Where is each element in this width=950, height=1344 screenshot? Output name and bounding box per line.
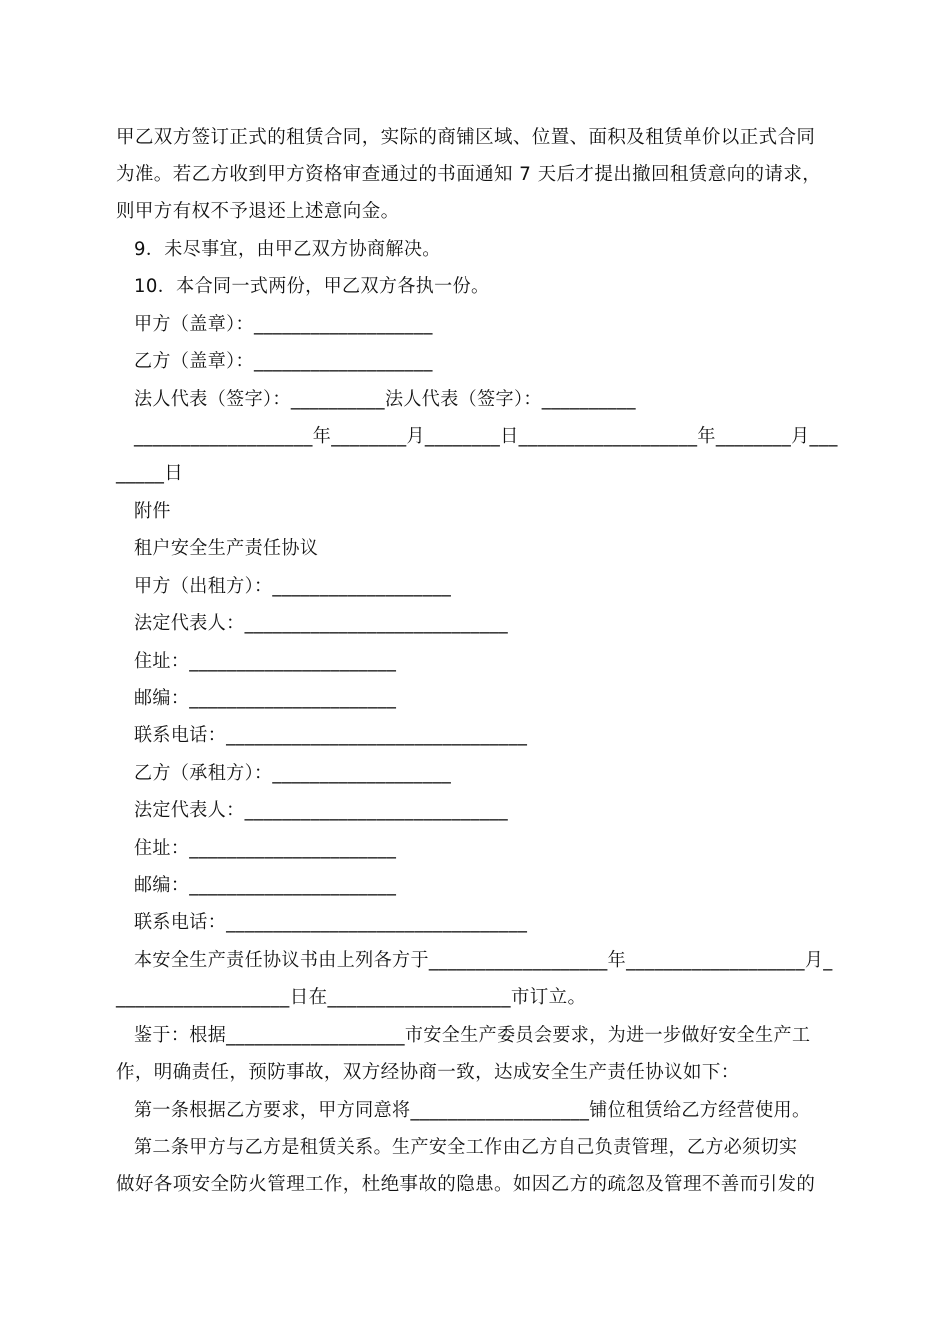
paragraph-line: 则甲方有权不予退还上述意向金。 xyxy=(116,201,400,222)
lessee-postcode-line: 邮编：______________________ xyxy=(134,875,397,896)
article-1: 第一条根据乙方要求，甲方同意将___________________铺位租赁给乙方经营使用。 xyxy=(134,1100,811,1121)
lessor-postcode-line: 邮编：______________________ xyxy=(134,688,397,709)
party-b-seal-line: 乙方（盖章）：___________________ xyxy=(134,351,433,372)
date-line: ___________________年________月________日___________________年________月___ xyxy=(134,426,838,447)
clause-9: 9．未尽事宜，由甲乙双方协商解决。 xyxy=(134,239,441,260)
lessor-line: 甲方（出租方）：___________________ xyxy=(134,576,452,597)
signing-date-line: 本安全生产责任协议书由上列各方于___________________年___________________月_ xyxy=(134,950,833,971)
appendix-heading: 附件 xyxy=(134,501,171,522)
appendix-title: 租户安全生产责任协议 xyxy=(134,538,319,559)
lessee-legal-rep-line: 法定代表人：____________________________ xyxy=(134,800,509,821)
article-2-continued: 做好各项安全防火管理工作，杜绝事故的隐患。如因乙方的疏忽及管理不善而引发的 xyxy=(116,1174,816,1195)
legal-rep-signature-line: 法人代表（签字）：__________法人代表（签字）：__________ xyxy=(134,389,636,410)
lessor-phone-line: 联系电话：________________________________ xyxy=(134,725,528,746)
clause-10: 10．本合同一式两份，甲乙双方各执一份。 xyxy=(134,276,490,297)
paragraph-line: 为准。若乙方收到甲方资格审查通过的书面通知 7 天后才提出撤回租赁意向的请求， xyxy=(116,164,822,185)
whereas-line-continued: 作，明确责任，预防事故，双方经协商一致，达成安全生产责任协议如下： xyxy=(116,1062,740,1083)
lessee-address-line: 住址：______________________ xyxy=(134,838,397,859)
lessee-line: 乙方（承租方）：___________________ xyxy=(134,763,452,784)
lessor-address-line: 住址：______________________ xyxy=(134,651,397,672)
date-line-continued: _____日 xyxy=(116,463,184,484)
whereas-line: 鉴于：根据___________________市安全生产委员会要求，为进一步做好安全生产工 xyxy=(134,1025,811,1046)
lessor-legal-rep-line: 法定代表人：____________________________ xyxy=(134,613,509,634)
party-a-seal-line: 甲方（盖章）：___________________ xyxy=(134,314,433,335)
article-2: 第二条甲方与乙方是租赁关系。生产安全工作由乙方自己负责管理，乙方必须切实 xyxy=(134,1137,798,1158)
lessee-phone-line: 联系电话：________________________________ xyxy=(134,912,528,933)
paragraph-line: 甲乙双方签订正式的租赁合同，实际的商铺区域、位置、面积及租赁单价以正式合同 xyxy=(116,127,816,148)
signing-place-line: __________________日在___________________市订立。 xyxy=(116,987,587,1008)
